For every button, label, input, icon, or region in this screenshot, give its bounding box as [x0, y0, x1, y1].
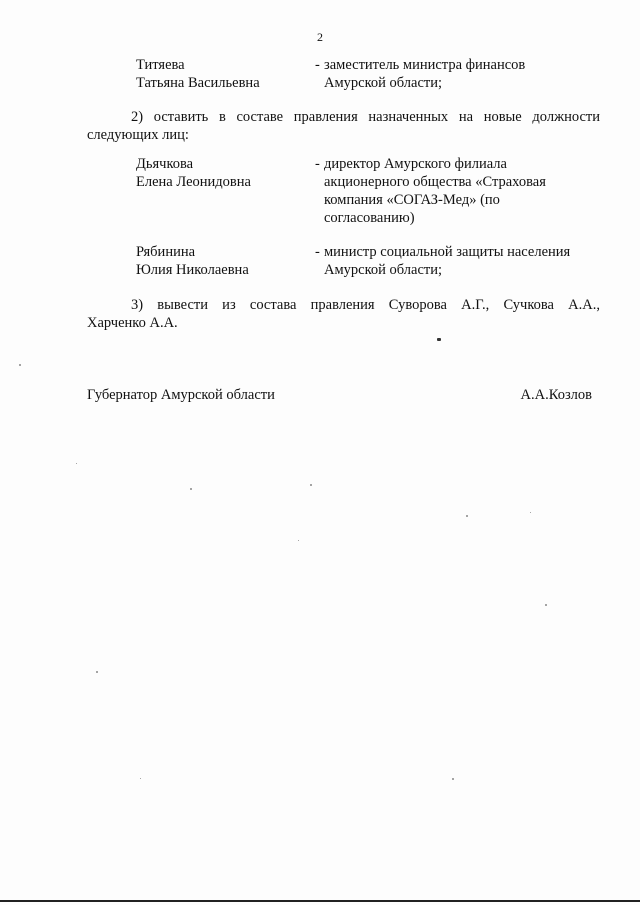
signatory-title: Губернатор Амурской области [87, 387, 275, 403]
paragraph-line: 2) оставить в составе правления назначенных на новые должности [131, 109, 600, 125]
scan-speck [96, 671, 98, 673]
member-name [136, 243, 316, 279]
member-surname: Рябинина [136, 244, 196, 260]
scan-speck [437, 338, 441, 341]
page-number: 2 [317, 30, 323, 44]
scan-speck [190, 488, 192, 490]
paragraph-item-2 [87, 108, 600, 144]
scan-speck [19, 364, 21, 366]
scan-speck [140, 778, 141, 779]
member-surname: Титяева [136, 57, 185, 73]
member-surname: Дьячкова [136, 156, 194, 172]
member-given-names: Юлия Николаевна [136, 262, 249, 278]
paragraph-item-3 [87, 296, 600, 332]
member-given-names: Татьяна Васильевна [136, 75, 260, 91]
scan-speck [530, 512, 531, 513]
member-position [315, 56, 604, 92]
paragraph-line: 3) вывести из состава правления Суворова А.Г., Сучкова А.А., [131, 297, 600, 313]
position-line: министр социальной защиты населения [324, 244, 571, 260]
position-line: Амурской области; [324, 262, 443, 278]
dash: - [315, 57, 320, 73]
paragraph-line: следующих лиц: [87, 127, 189, 143]
member-position [315, 155, 604, 227]
scan-speck [310, 484, 312, 486]
scan-speck [545, 604, 547, 606]
scan-speck [466, 515, 468, 517]
member-given-names: Елена Леонидовна [136, 174, 251, 190]
scan-speck [76, 463, 77, 464]
dash: - [315, 156, 320, 172]
position-line: согласованию) [324, 210, 415, 226]
position-line: компания «СОГАЗ-Мед» (по [324, 192, 500, 208]
position-line: директор Амурского филиала [324, 156, 507, 172]
scan-edge-line [0, 900, 640, 902]
member-name [136, 56, 316, 92]
paragraph-line: Харченко А.А. [87, 315, 178, 331]
signatory-name: А.А.Козлов [520, 387, 592, 403]
position-line: Амурской области; [324, 75, 443, 91]
scan-speck [298, 540, 299, 541]
member-position [315, 243, 604, 279]
position-line: заместитель министра финансов [324, 57, 526, 73]
member-name [136, 155, 316, 191]
scan-speck [452, 778, 454, 780]
dash: - [315, 244, 320, 260]
position-line: акционерного общества «Страховая [324, 174, 546, 190]
